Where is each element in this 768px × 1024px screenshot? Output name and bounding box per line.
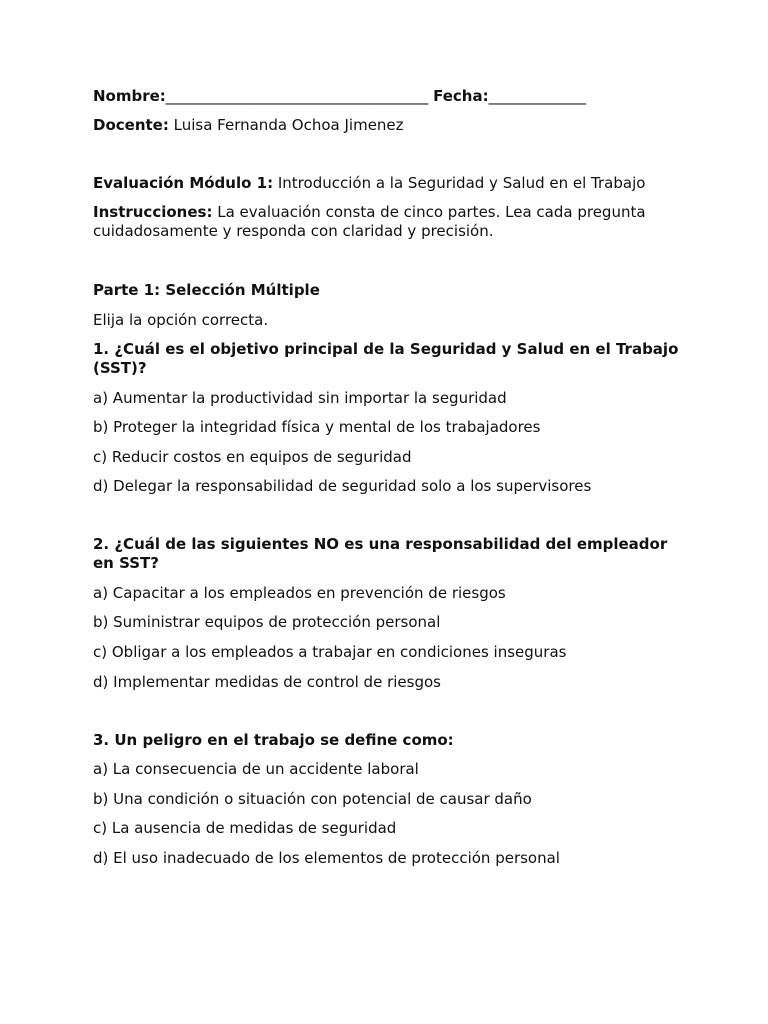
question-1-option-a: a) Aumentar la productividad sin importar la seguridad [93, 389, 507, 407]
question-2-option-b: b) Suministrar equipos de protección personal [93, 613, 441, 631]
question-3-option-b: b) Una condición o situación con potencial de causar daño [93, 790, 532, 808]
question-2-option-a: a) Capacitar a los empleados en prevención de riesgos [93, 584, 506, 602]
teacher-name: Luisa Fernanda Ochoa Jimenez [173, 116, 404, 134]
teacher-label: Docente: [93, 116, 169, 134]
part1-heading [93, 281, 320, 300]
instructions-text: La evaluación consta de cinco partes. Lea cada pregunta cuidadosamente y responda con claridad y precisión. [93, 203, 646, 240]
question-3-option-d: d) El uso inadecuado de los elementos de protección personal [93, 849, 560, 867]
name-label: Nombre: [93, 87, 166, 105]
evaluation-title-line [93, 174, 645, 193]
date-label: Fecha: [433, 87, 489, 105]
instructions-label: Instrucciones: [93, 203, 213, 221]
name-blank: ___________________________________ [165, 87, 429, 105]
question-2-text: 2. ¿Cuál de las siguientes NO es una responsabilidad del empleador en SST? [93, 535, 668, 572]
instructions-paragraph [93, 203, 693, 241]
question-2-option-d: d) Implementar medidas de control de riesgos [93, 673, 441, 691]
question-1-text: 1. ¿Cuál es el objetivo principal de la Seguridad y Salud en el Trabajo (SST)? [93, 340, 679, 377]
question-3-option-c: c) La ausencia de medidas de seguridad [93, 819, 397, 837]
evaluation-title-label: Evaluación Módulo 1: [93, 174, 274, 192]
evaluation-title-value: Introducción a la Seguridad y Salud en el Trabajo [277, 174, 646, 192]
part1-title: Parte 1: Selección Múltiple [93, 281, 320, 299]
question-2-option-c: c) Obligar a los empleados a trabajar en condiciones inseguras [93, 643, 567, 661]
question-3-text: 3. Un peligro en el trabajo se define como: [93, 731, 454, 749]
name-date-line [93, 87, 586, 106]
date-blank: _____________ [488, 87, 587, 105]
question-1-option-b: b) Proteger la integridad física y mental de los trabajadores [93, 418, 541, 436]
part1-subtitle: Elija la opción correcta. [93, 311, 269, 329]
teacher-line [93, 116, 404, 135]
question-3-option-a: a) La consecuencia de un accidente laboral [93, 760, 419, 778]
question-1-option-c: c) Reducir costos en equipos de seguridad [93, 448, 412, 466]
question-1-option-d: d) Delegar la responsabilidad de seguridad solo a los supervisores [93, 477, 592, 495]
